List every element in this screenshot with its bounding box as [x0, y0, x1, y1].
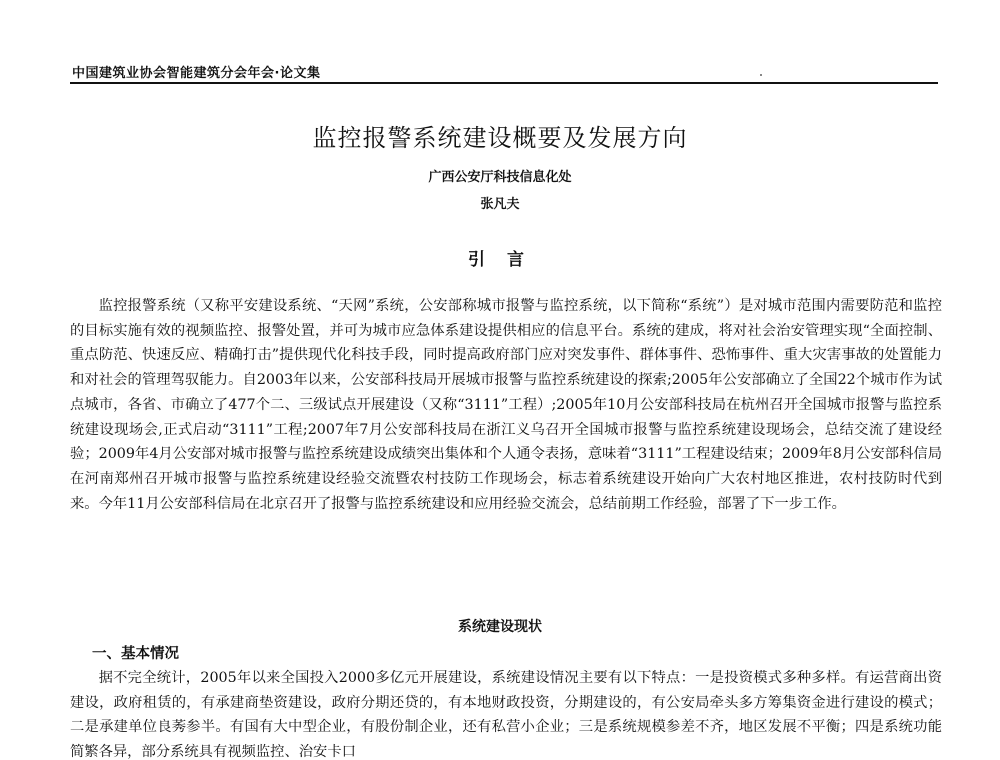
article-title: 监控报警系统建设概要及发展方向	[312, 124, 688, 152]
status-paragraph: 据不完全统计，2005年以来全国投入2000多亿元开展建设，系统建设情况主要有以下特点：一是投资模式多种多样。有运营商出资建设，政府租赁的，有承建商垫资建设，政府分期还贷的，有本地财政投资，分期建设的，有公安局牵头多方筹集资金进行建设的模式；二是承建单位良莠参半。有国有大中型企业，有股份制企业，还有私营小企业；三是系统规模参差不齐，地区发展不平衡；四是系统功能简繁各异，部分系统具有视频监控、治安卡口	[70, 670, 942, 760]
running-header: 中国建筑业协会智能建筑分会年会·论文集	[72, 66, 321, 81]
scan-speck	[760, 74, 762, 76]
subsection-heading-basic: 一、基本情况	[92, 646, 179, 662]
section-heading-intro: 引 言	[468, 250, 532, 270]
header-rule	[70, 82, 938, 84]
author-affiliation: 广西公安厅科技信息化处	[428, 170, 572, 185]
intro-paragraph: 监控报警系统（又称平安建设系统、“天网”系统，公安部称城市报警与监控系统，以下简称“系统”）是对城市范围内需要防范和监控的目标实施有效的视频监控、报警处置，并可为城市应急体系建设提供相应的信息平台。系统的建成，将对社会治安管理实现“全面控制、重点防范、快速反应、精确打击”提供现代化科技手段，同时提高政府部门应对突发事件、群体事件、恐怖事件、重大灾害事故的处置能力和对社会的管理驾驭能力。自2003年以来，公安部科技局开展城市报警与监控系统建设的探索;2005年公安部确立了全国22个城市作为试点城市，各省、市确立了477个二、三级试点开展建设（又称“3111”工程）;2005年10月公安部科技局在杭州召开全国城市报警与监控系统建设现场会,正式启动“3111”工程;2007年7月公安部科技局在浙江义乌召开全国城市报警与监控系统建设现场会，总结交流了建设经验；2009年4月公安部对城市报警与监控系统建设成绩突出集体和个人通令表扬，意味着“3111”工程建设结束；2009年8月公安部科信局在河南郑州召开城市报警与监控系统建设经验交流暨农村技防工作现场会，标志着系统建设开始向广大农村地区推进，农村技防时代到来。今年11月公安部科信局在北京召开了报警与监控系统建设和应用经验交流会，总结前期工作经验，部署了下一步工作。	[70, 298, 942, 512]
author-name: 张凡夫	[480, 197, 520, 212]
section-heading-status: 系统建设现状	[458, 619, 542, 635]
